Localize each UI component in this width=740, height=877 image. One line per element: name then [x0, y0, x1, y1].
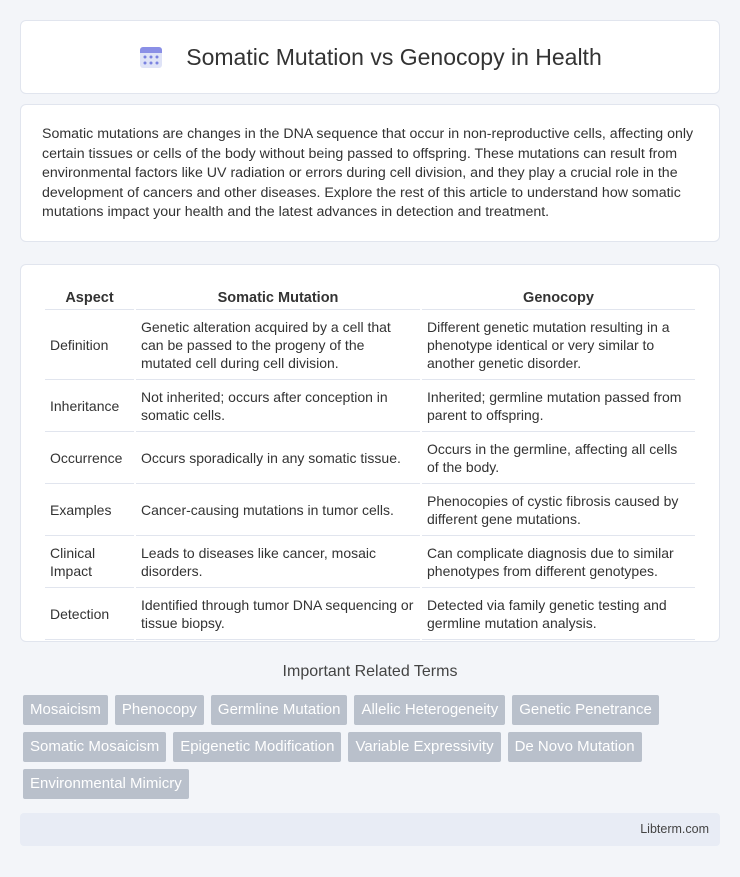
table-row — [45, 486, 695, 536]
related-term-tag[interactable]: Mosaicism — [23, 695, 108, 725]
calendar-icon — [138, 44, 164, 70]
column-header-aspect: Aspect — [45, 287, 134, 310]
page-title: Somatic Mutation vs Genocopy in Health — [186, 43, 602, 70]
cell-genocopy: Phenocopies of cystic fibrosis caused by different gene mutations. — [422, 486, 695, 536]
cell-aspect: Clinical Impact — [45, 538, 134, 588]
related-term-tag[interactable]: Germline Mutation — [211, 695, 348, 725]
cell-genocopy: Different genetic mutation resulting in a phenotype identical or very similar to another genetic disorder. — [422, 312, 695, 380]
cell-somatic: Genetic alteration acquired by a cell that can be passed to the progeny of the mutated cell during cell division. — [136, 312, 420, 380]
table-row — [45, 590, 695, 640]
related-term-tag[interactable]: Genetic Penetrance — [512, 695, 659, 725]
cell-somatic: Cancer-causing mutations in tumor cells. — [136, 486, 420, 536]
cell-aspect: Detection — [45, 590, 134, 640]
table-row — [45, 538, 695, 588]
related-terms-title: Important Related Terms — [282, 663, 458, 680]
related-term-tag[interactable]: Epigenetic Modification — [173, 732, 341, 762]
related-term-tag[interactable]: De Novo Mutation — [508, 732, 642, 762]
intro-text: Somatic mutations are changes in the DNA sequence that occur in non-reproductive cells, affecting only certain tissues or cells of the body without being passed to offspring. These mutations can result from environmental factors like UV radiation or errors during cell division, and they play a crucial role in the development of cancers and other diseases. Explore the rest of this article to understand how somatic mutations impact your health and the latest advances in detection and treatment. — [42, 126, 694, 221]
cell-somatic: Occurs sporadically in any somatic tissue. — [136, 434, 420, 484]
header-card — [20, 20, 720, 94]
table-row — [45, 312, 695, 380]
related-term-tag[interactable]: Somatic Mosaicism — [23, 732, 166, 762]
related-term-tag[interactable]: Environmental Mimicry — [23, 769, 189, 799]
table-row — [45, 434, 695, 484]
related-term-tag[interactable]: Phenocopy — [115, 695, 204, 725]
column-header-somatic-mutation: Somatic Mutation — [136, 287, 420, 310]
related-term-tag[interactable]: Variable Expressivity — [348, 732, 500, 762]
related-term-tag[interactable]: Allelic Heterogeneity — [354, 695, 505, 725]
footer — [20, 813, 720, 846]
cell-genocopy: Detected via family genetic testing and germline mutation analysis. — [422, 590, 695, 640]
cell-aspect: Examples — [45, 486, 134, 536]
table-row — [45, 382, 695, 432]
cell-genocopy: Can complicate diagnosis due to similar phenotypes from different genotypes. — [422, 538, 695, 588]
column-header-genocopy: Genocopy — [422, 287, 695, 310]
cell-genocopy: Occurs in the germline, affecting all cells of the body. — [422, 434, 695, 484]
comparison-table-card — [20, 264, 720, 642]
comparison-table — [43, 285, 697, 642]
cell-somatic: Identified through tumor DNA sequencing or tissue biopsy. — [136, 590, 420, 640]
cell-somatic: Not inherited; occurs after conception in somatic cells. — [136, 382, 420, 432]
cell-genocopy: Inherited; germline mutation passed from parent to offspring. — [422, 382, 695, 432]
cell-aspect: Inheritance — [45, 382, 134, 432]
cell-somatic: Leads to diseases like cancer, mosaic disorders. — [136, 538, 420, 588]
related-terms-list — [23, 695, 723, 806]
footer-brand[interactable]: Libterm.com — [640, 822, 709, 836]
table-header-row — [45, 287, 695, 310]
cell-aspect: Definition — [45, 312, 134, 380]
cell-aspect: Occurrence — [45, 434, 134, 484]
intro-card — [20, 104, 720, 242]
